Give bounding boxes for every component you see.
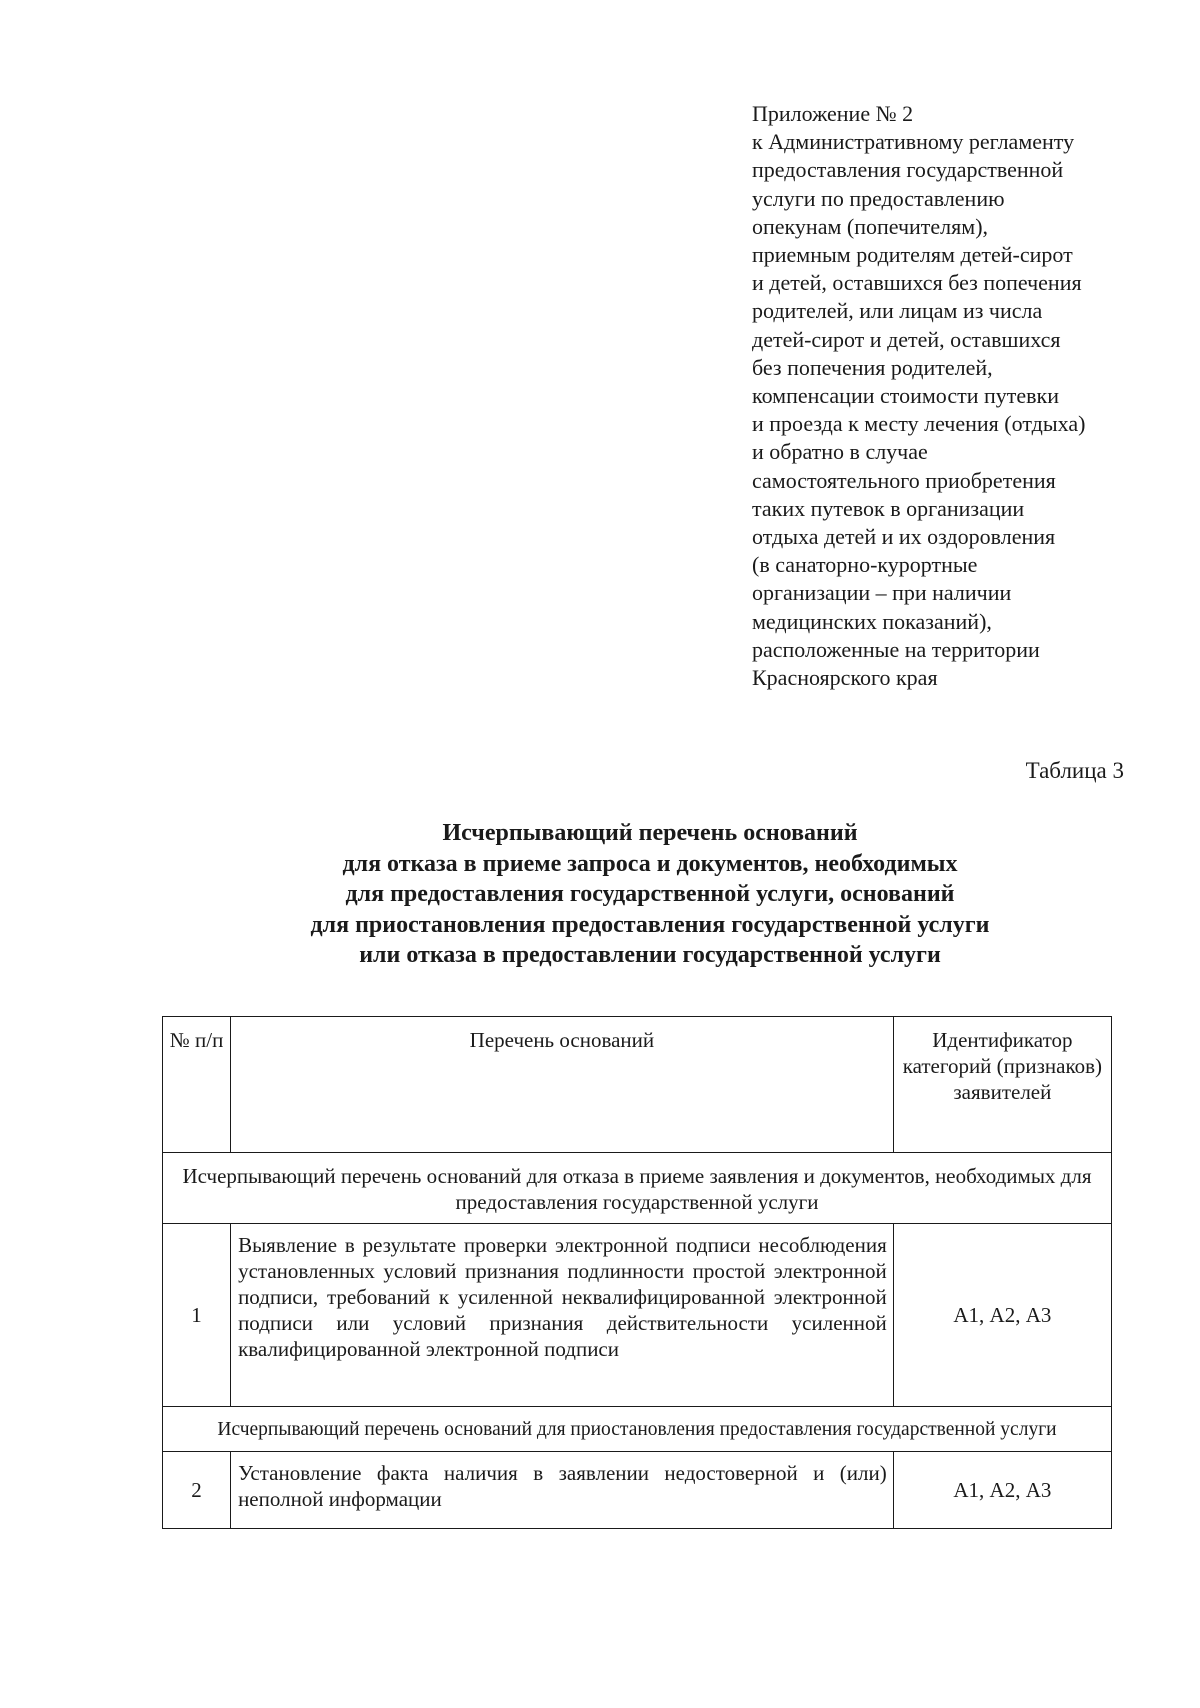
appendix-line: и обратно в случае: [752, 439, 928, 465]
appendix-line: детей-сирот и детей, оставшихся: [752, 326, 1061, 352]
document-title: [200, 818, 1100, 971]
appendix-line: медицинских показаний),: [752, 608, 992, 634]
appendix-line: самостоятельного приобретения: [752, 467, 1056, 493]
row-ground-text: Установление факта наличия в заявлении недостоверной и (или) неполной информации: [231, 1452, 894, 1529]
title-line: или отказа в предоставлении государственной услуги: [359, 942, 941, 968]
title-line: Исчерпывающий перечень оснований: [442, 820, 858, 846]
appendix-line: и детей, оставшихся без попечения: [752, 270, 1082, 296]
section-row: [163, 1407, 1112, 1452]
row-ground-text: Выявление в результате проверки электронной подписи несоблюдения установленных условий признания подлинности простой электронной подписи, требований к усиленной неквалифицированной электронной подписи или условий признания действительности усиленной квалифицированной электронной подписи: [231, 1224, 894, 1407]
title-line: для отказа в приеме запроса и документов, необходимых: [342, 850, 958, 877]
appendix-line: родителей, или лицам из числа: [752, 298, 1043, 324]
section-heading-refusal: Исчерпывающий перечень оснований для отказа в приеме заявления и документов, необходимых для предоставления государственной услуги: [163, 1153, 1112, 1224]
appendix-line: таких путевок в организации: [752, 495, 1025, 521]
appendix-line: Красноярского края: [752, 665, 938, 691]
header-identifier: Идентификатор категорий (признаков) заявителей: [893, 1017, 1111, 1153]
title-line: для приостановления предоставления государственной услуги: [310, 911, 990, 938]
appendix-line: приемным родителям детей-сирот: [752, 242, 1073, 268]
title-line: для предоставления государственной услуги, оснований: [345, 881, 955, 907]
table-header-row: [163, 1017, 1112, 1153]
appendix-line: Приложение № 2: [752, 101, 914, 126]
grounds-table: [162, 1016, 1112, 1529]
appendix-line: предоставления государственной: [752, 157, 1064, 183]
row-number: 1: [163, 1224, 231, 1407]
appendix-line: (в санаторно-курортные: [752, 552, 978, 578]
row-identifier: А1, А2, А3: [893, 1452, 1111, 1529]
appendix-line: и проезда к месту лечения (отдыха): [752, 411, 1086, 437]
table-label: Таблица 3: [1025, 758, 1124, 783]
appendix-line: без попечения родителей,: [752, 354, 993, 380]
row-identifier: А1, А2, А3: [893, 1224, 1111, 1407]
appendix-line: компенсации стоимости путевки: [752, 383, 1059, 409]
appendix-line: к Административному регламенту: [752, 129, 1075, 155]
section-heading-suspension: Исчерпывающий перечень оснований для приостановления предоставления государственной услуги: [163, 1407, 1112, 1452]
row-number: 2: [163, 1452, 231, 1529]
appendix-line: отдыха детей и их оздоровления: [752, 524, 1056, 550]
appendix-line: услуги по предоставлению: [752, 185, 1005, 211]
appendix-line: опекунам (попечителям),: [752, 213, 989, 239]
table-row: [163, 1224, 1112, 1407]
header-number: № п/п: [163, 1017, 231, 1153]
section-row: [163, 1153, 1112, 1224]
table-row: [163, 1452, 1112, 1529]
appendix-line: расположенные на территории: [752, 636, 1040, 662]
header-grounds: Перечень оснований: [231, 1017, 894, 1153]
appendix-note: [752, 100, 1172, 692]
appendix-line: организации – при наличии: [752, 580, 1012, 606]
